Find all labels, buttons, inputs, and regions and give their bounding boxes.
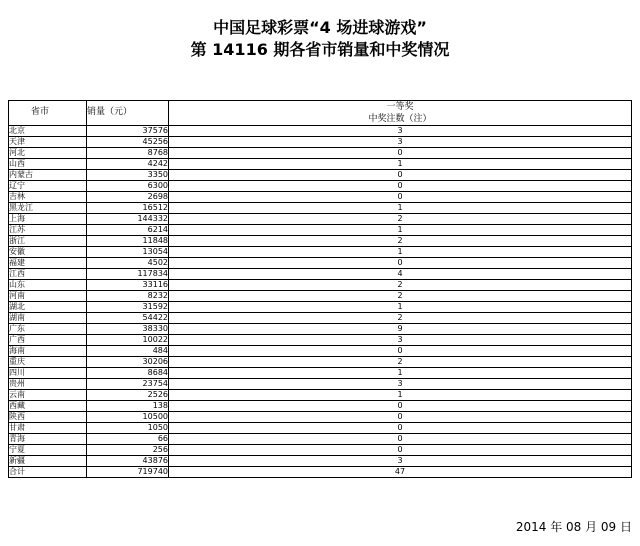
report-date: 2014 年 08 月 09 日 [515, 520, 632, 534]
province-cell: 江西 [9, 269, 87, 280]
table-row [9, 203, 632, 214]
header-prize-count: 中奖注数（注） [169, 113, 632, 126]
table-row [9, 368, 632, 379]
sales-cell: 66 [87, 434, 169, 445]
winners-cell: 0 [169, 192, 632, 203]
winners-cell: 2 [169, 236, 632, 247]
table-row [9, 401, 632, 412]
winners-cell: 2 [169, 357, 632, 368]
winners-cell: 0 [169, 181, 632, 192]
province-cell: 广东 [9, 324, 87, 335]
table-body [9, 126, 632, 467]
sales-cell: 10022 [87, 335, 169, 346]
province-cell: 贵州 [9, 379, 87, 390]
winners-cell: 1 [169, 159, 632, 170]
province-cell: 浙江 [9, 236, 87, 247]
sales-cell: 2526 [87, 390, 169, 401]
table-row [9, 192, 632, 203]
province-cell: 陕西 [9, 412, 87, 423]
sales-cell: 144332 [87, 214, 169, 225]
winners-cell: 3 [169, 335, 632, 346]
province-cell: 河北 [9, 148, 87, 159]
table-row [9, 335, 632, 346]
province-cell: 山东 [9, 280, 87, 291]
winners-cell: 2 [169, 313, 632, 324]
table-row [9, 280, 632, 291]
winners-cell: 1 [169, 302, 632, 313]
winners-cell: 1 [169, 225, 632, 236]
table-row [9, 412, 632, 423]
sales-cell: 1050 [87, 423, 169, 434]
header-sales: 销量（元） [87, 106, 169, 119]
province-cell: 云南 [9, 390, 87, 401]
sales-cell: 45256 [87, 137, 169, 148]
sales-cell: 256 [87, 445, 169, 456]
winners-cell: 2 [169, 280, 632, 291]
winners-cell: 0 [169, 258, 632, 269]
province-cell: 西藏 [9, 401, 87, 412]
province-cell: 广西 [9, 335, 87, 346]
sales-table [8, 100, 632, 478]
sales-cell: 16512 [87, 203, 169, 214]
sales-cell: 2698 [87, 192, 169, 203]
winners-cell: 9 [169, 324, 632, 335]
sales-cell: 30206 [87, 357, 169, 368]
total-label: 合计 [9, 467, 87, 478]
province-cell: 湖南 [9, 313, 87, 324]
province-cell: 海南 [9, 346, 87, 357]
table-row [9, 324, 632, 335]
province-cell: 山西 [9, 159, 87, 170]
table-row [9, 390, 632, 401]
sales-cell: 6214 [87, 225, 169, 236]
sales-cell: 4242 [87, 159, 169, 170]
table-row [9, 236, 632, 247]
page-title: 中国足球彩票“4 场进球游戏” [213, 18, 427, 37]
table-row [9, 269, 632, 280]
table-row [9, 137, 632, 148]
total-sales: 719740 [87, 467, 169, 478]
sales-cell: 37576 [87, 126, 169, 137]
sales-cell: 8768 [87, 148, 169, 159]
winners-cell: 1 [169, 203, 632, 214]
winners-cell: 0 [169, 423, 632, 434]
table-row [9, 126, 632, 137]
table-row [9, 181, 632, 192]
sales-cell: 38330 [87, 324, 169, 335]
winners-cell: 2 [169, 214, 632, 225]
table-row [9, 247, 632, 258]
sales-cell: 13054 [87, 247, 169, 258]
winners-cell: 0 [169, 445, 632, 456]
winners-cell: 0 [169, 434, 632, 445]
province-cell: 安徽 [9, 247, 87, 258]
table-row [9, 456, 632, 467]
table-row [9, 423, 632, 434]
table-row [9, 170, 632, 181]
province-cell: 福建 [9, 258, 87, 269]
table-row [9, 225, 632, 236]
sales-cell: 8232 [87, 291, 169, 302]
winners-cell: 1 [169, 390, 632, 401]
table-row [9, 379, 632, 390]
sales-cell: 33116 [87, 280, 169, 291]
winners-cell: 0 [169, 148, 632, 159]
province-cell: 新疆 [9, 456, 87, 467]
table-row [9, 357, 632, 368]
sales-cell: 3350 [87, 170, 169, 181]
winners-cell: 4 [169, 269, 632, 280]
province-cell: 江苏 [9, 225, 87, 236]
winners-cell: 1 [169, 368, 632, 379]
province-cell: 黑龙江 [9, 203, 87, 214]
province-cell: 重庆 [9, 357, 87, 368]
table-row [9, 291, 632, 302]
sales-cell: 43876 [87, 456, 169, 467]
winners-cell: 0 [169, 412, 632, 423]
winners-cell: 0 [169, 170, 632, 181]
sales-cell: 31592 [87, 302, 169, 313]
winners-cell: 3 [169, 126, 632, 137]
province-cell: 天津 [9, 137, 87, 148]
province-cell: 青海 [9, 434, 87, 445]
table-row [9, 258, 632, 269]
table-row [9, 148, 632, 159]
sales-cell: 23754 [87, 379, 169, 390]
header-prize-group: 一等奖 [169, 101, 632, 114]
province-cell: 北京 [9, 126, 87, 137]
sales-cell: 54422 [87, 313, 169, 324]
winners-cell: 3 [169, 379, 632, 390]
province-cell: 辽宁 [9, 181, 87, 192]
table-row [9, 302, 632, 313]
total-row [9, 467, 632, 478]
province-cell: 湖北 [9, 302, 87, 313]
sales-cell: 10500 [87, 412, 169, 423]
table-row [9, 313, 632, 324]
header-province-label: 省市 [9, 106, 87, 119]
page-subtitle: 第 14116 期各省市销量和中奖情况 [190, 40, 450, 59]
province-cell: 吉林 [9, 192, 87, 203]
province-cell: 宁夏 [9, 445, 87, 456]
province-cell: 上海 [9, 214, 87, 225]
province-cell: 甘肃 [9, 423, 87, 434]
winners-cell: 0 [169, 401, 632, 412]
total-winners: 47 [169, 467, 632, 478]
province-cell: 内蒙古 [9, 170, 87, 181]
province-cell: 四川 [9, 368, 87, 379]
sales-cell: 117834 [87, 269, 169, 280]
table-row [9, 434, 632, 445]
province-cell: 河南 [9, 291, 87, 302]
sales-cell: 8684 [87, 368, 169, 379]
winners-cell: 0 [169, 346, 632, 357]
sales-cell: 4502 [87, 258, 169, 269]
sales-cell: 6300 [87, 181, 169, 192]
winners-cell: 2 [169, 291, 632, 302]
winners-cell: 1 [169, 247, 632, 258]
table-row [9, 445, 632, 456]
winners-cell: 3 [169, 137, 632, 148]
table-row [9, 346, 632, 357]
sales-cell: 138 [87, 401, 169, 412]
table-row [9, 214, 632, 225]
table-row [9, 159, 632, 170]
winners-cell: 3 [169, 456, 632, 467]
sales-cell: 484 [87, 346, 169, 357]
sales-cell: 11848 [87, 236, 169, 247]
